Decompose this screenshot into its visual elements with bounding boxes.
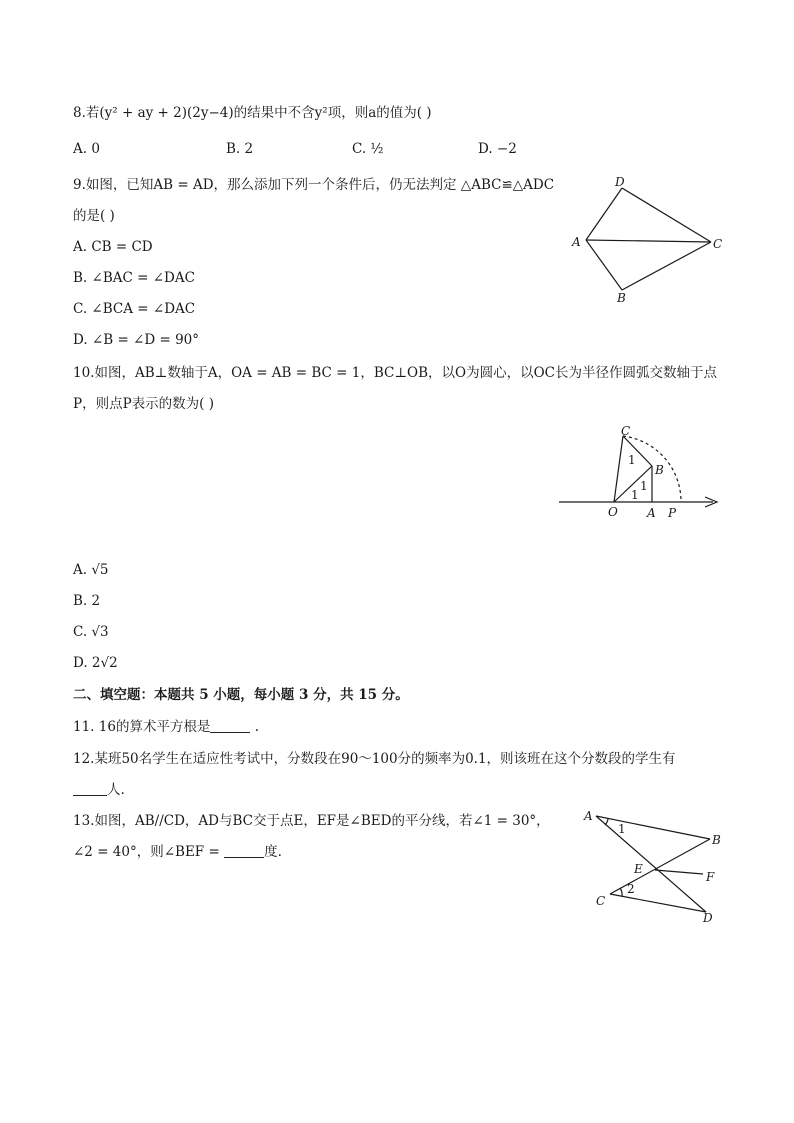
q13-line2 — [73, 843, 282, 861]
q9-kite-figure — [566, 170, 736, 310]
q12-line2 — [73, 781, 125, 799]
angle-1-label: 1 — [618, 822, 626, 836]
q9-option-b: B. ∠BAC = ∠DAC — [73, 270, 195, 286]
q9-stem-line1: 9.如图，已知AB = AD，那么添加下列一个条件后，仍无法判定 △ABC≌△ADC — [73, 177, 555, 193]
segment-ac — [586, 240, 711, 242]
segment-ad — [586, 188, 622, 240]
point-a-label: A — [584, 809, 593, 823]
q10-option-c: C. √3 — [73, 624, 109, 640]
point-a-label: A — [647, 506, 656, 520]
q12-line1: 12.某班50名学生在适应性考试中，分数段在90～100分的频率为0.1，则该班在这个分数段的学生有 — [73, 751, 676, 767]
section-heading: 二、填空题：本题共 5 小题，每小题 3 分，共 15 分。 — [73, 687, 409, 703]
q8-option-d: D. −2 — [478, 141, 517, 157]
q9-option-a: A. CB = CD — [73, 239, 153, 255]
length-label-ob: 1 — [640, 479, 648, 493]
segment-ad — [596, 816, 706, 912]
segment-bc — [622, 242, 711, 290]
segment-oc — [614, 436, 623, 502]
point-b-label: B — [712, 833, 721, 847]
q13-line1: 13.如图，AB//CD，AD与BC交于点E，EF是∠BED的平分线，若∠1 = 30°， — [73, 813, 550, 829]
point-o-label: O — [608, 505, 618, 519]
q13-answer-blank[interactable] — [224, 843, 264, 858]
q10-option-a: A. √5 — [73, 562, 109, 578]
point-b-label: B — [617, 291, 626, 305]
q12-answer-blank[interactable] — [73, 781, 107, 796]
q13-unit: 度. — [264, 844, 282, 860]
q11-line — [73, 718, 259, 736]
q8-option-c: C. ½ — [352, 141, 384, 157]
angle-2-arc — [620, 888, 622, 896]
segment-bc — [610, 839, 710, 894]
q10-option-b: B. 2 — [73, 593, 101, 609]
segment-ab — [596, 816, 710, 839]
q9-option-d: D. ∠B = ∠D = 90° — [73, 332, 200, 348]
length-label-bc: 1 — [628, 453, 636, 467]
q9-option-c: C. ∠BCA = ∠DAC — [73, 301, 196, 317]
point-p-label: P — [668, 506, 677, 520]
q8-stem: 8.若(y² + ay + 2)(2y−4)的结果中不含y²项，则a的值为( ) — [73, 105, 432, 121]
segment-dc — [622, 188, 711, 242]
angle-2-label: 2 — [627, 882, 635, 896]
q9-stem-line2: 的是( ) — [73, 208, 115, 224]
q8-option-a: A. 0 — [73, 141, 100, 157]
q11-period: . — [254, 719, 260, 735]
angle-1-arc — [605, 819, 608, 825]
point-c-label: C — [621, 424, 631, 438]
q13-parallel-lines-figure — [578, 806, 728, 931]
q13-text: ∠2 = 40°，则∠BEF = — [73, 844, 220, 860]
segment-cd — [610, 894, 706, 912]
segment-ab — [586, 240, 622, 290]
length-label-oa: 1 — [631, 488, 639, 502]
q11-answer-blank[interactable] — [210, 718, 250, 733]
q10-number-line-figure — [555, 420, 730, 525]
point-f-label: F — [706, 870, 715, 884]
point-b-label: B — [655, 463, 664, 477]
q8-option-b: B. 2 — [226, 141, 254, 157]
point-d-label: D — [615, 175, 625, 189]
point-a-label: A — [572, 235, 581, 249]
q11-text: 11. 16的算术平方根是 — [73, 719, 211, 735]
q10-stem-line1: 10.如图，AB⊥数轴于A，OA = AB = BC = 1，BC⊥OB，以O为圆心，以OC长为半径作圆弧交数轴于点 — [73, 365, 717, 381]
q10-stem-line2: P，则点P表示的数为( ) — [73, 396, 214, 412]
q10-option-d: D. 2√2 — [73, 655, 118, 671]
point-c-label: C — [713, 237, 723, 251]
q12-unit: 人. — [107, 782, 125, 798]
point-c-label: C — [596, 894, 606, 908]
point-d-label: D — [703, 911, 713, 925]
point-e-label: E — [634, 862, 643, 876]
